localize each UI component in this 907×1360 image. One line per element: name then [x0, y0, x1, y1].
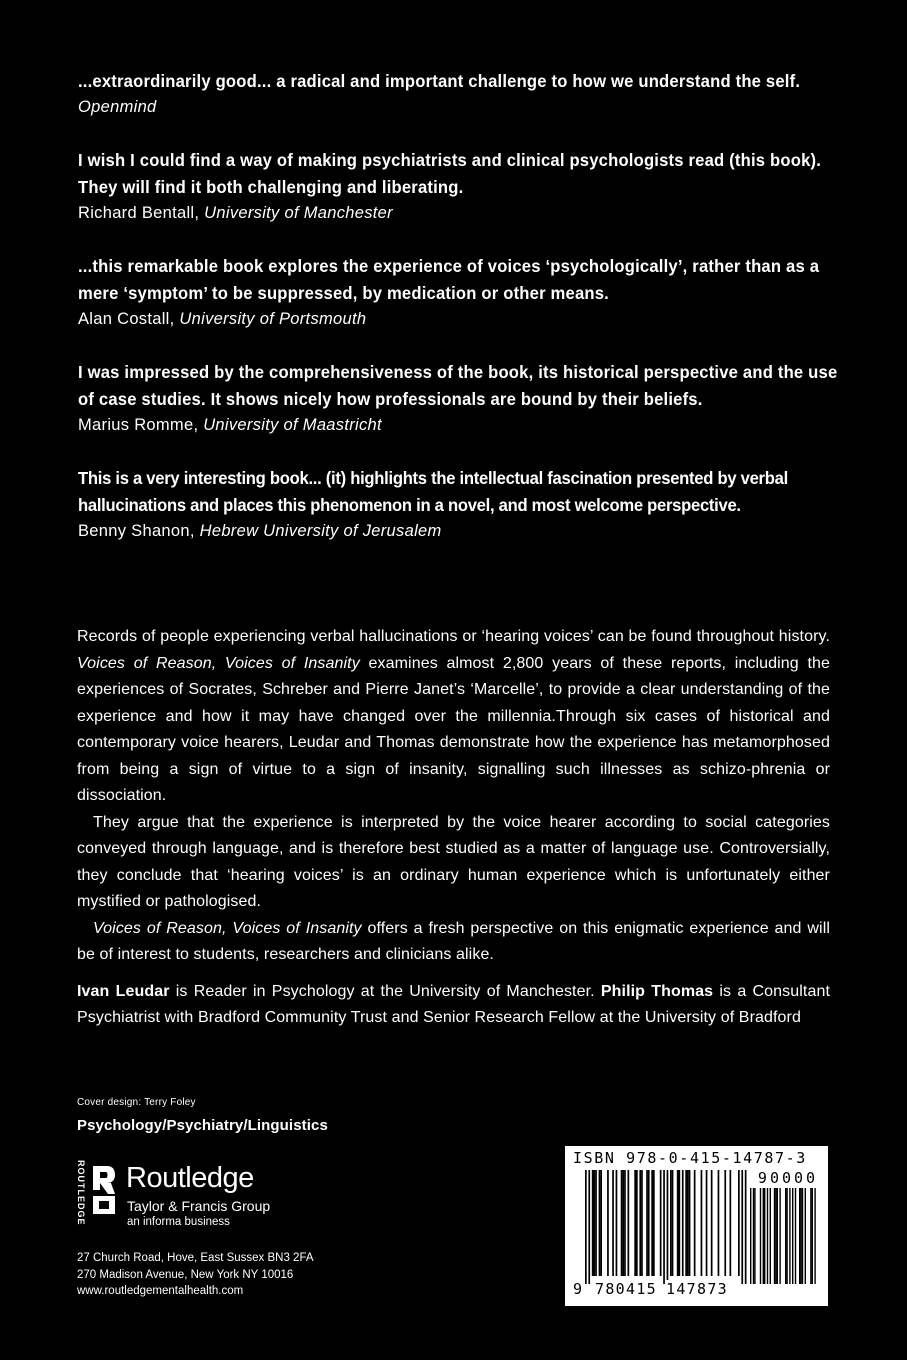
author-name: Ivan Leudar	[77, 982, 170, 1000]
addon-bar	[795, 1188, 796, 1284]
review-quote	[78, 253, 838, 331]
barcode-bar	[677, 1170, 679, 1276]
addon-bar	[750, 1188, 751, 1284]
addon-bar	[814, 1188, 815, 1284]
quote-attribution	[78, 307, 838, 331]
barcode-bar	[679, 1170, 681, 1276]
addon-bar	[760, 1188, 761, 1284]
description-paragraph	[77, 916, 830, 969]
addon-bar	[800, 1188, 801, 1284]
barcode-bar	[672, 1170, 674, 1276]
quote-institution: Hebrew University of Jerusalem	[199, 522, 442, 540]
address-line: 27 Church Road, Hove, East Sussex BN3 2FA	[77, 1252, 314, 1264]
addon-digits: 90000	[755, 1169, 821, 1187]
barcode-bar	[624, 1170, 626, 1276]
isbn-barcode	[565, 1146, 828, 1306]
quote-text: I wish I could find a way of making psychiatrists and clinical psychologists read (this book). They will find it both challenging and liberating.	[78, 150, 822, 197]
barcode-bar	[648, 1170, 650, 1276]
barcode-bar	[738, 1170, 740, 1276]
description-paragraph: They argue that the experience is interpreted by the voice hearer according to social categories conveyed through language, and is therefore best studied as a matter of language use. Controversially, they conclude that ‘hearing voices’ is an ordinary human experience which is unfortunately either mystified or pathologised.	[77, 813, 830, 910]
quote-text: This is a very interesting book... (it) highlights the intellectual fascination presented by verbal hallucinations and places this phenomenon in a novel, and most welcome perspective.	[78, 468, 788, 515]
ean-barcode-bars	[573, 1170, 748, 1284]
barcode-bar	[612, 1170, 614, 1276]
barcode-bar	[663, 1170, 665, 1284]
barcode-bar	[636, 1170, 638, 1276]
addon-bar	[777, 1188, 778, 1284]
quote-institution: University of Portsmouth	[179, 310, 367, 328]
author-bio	[77, 979, 830, 1032]
barcode-bar	[622, 1170, 624, 1276]
barcode-first-digit: 9	[573, 1280, 584, 1298]
addon-bar	[805, 1188, 806, 1284]
barcode-bar	[660, 1170, 662, 1276]
addon-bar	[770, 1188, 771, 1284]
addon-bar	[792, 1188, 793, 1284]
review-quote	[78, 359, 838, 437]
barcode-bar	[667, 1170, 669, 1284]
addon-bar	[802, 1188, 803, 1284]
address-line: www.routledgementalhealth.com	[77, 1285, 244, 1297]
description-text: examines almost 2,800 years of these reports, including the experiences of Socrates, Schreber and Pierre Janet’s ‘Marcelle’, to provide a clear understanding of the experience and how it may have changed over the millennia.Through six cases of historical and contemporary voice hearers, Leudar and Thomas demonstrate how the experience has metamorphosed from being a sign of virtue to a sign of insanity, signalling such illnesses as schizo-phrenia or dissociation.	[77, 654, 831, 804]
barcode-bar	[639, 1170, 641, 1276]
description-paragraph	[77, 624, 830, 810]
addon-bar	[774, 1188, 775, 1284]
addon-bar	[789, 1188, 790, 1284]
barcode-left-digits: 780415	[595, 1280, 657, 1298]
subject-category: Psychology/Psychiatry/Linguistics	[77, 1117, 328, 1134]
barcode-bar	[741, 1170, 743, 1284]
isbn-label: ISBN 978-0-415-14787-3	[573, 1149, 807, 1167]
barcode-bar	[730, 1170, 732, 1276]
description-text: offers a fresh perspective on this enigmatic experience and will be of interest to students, researchers and clinicians alike.	[77, 919, 831, 963]
address-line: 270 Madison Avenue, New York NY 10016	[77, 1268, 294, 1281]
review-quote	[78, 465, 838, 543]
addon-bar	[754, 1188, 755, 1284]
author-bio-text: is Reader in Psychology at the University of Manchester.	[169, 982, 601, 1000]
book-title: Voices of Reason, Voices of Insanity	[93, 919, 362, 937]
barcode-bar	[646, 1170, 648, 1276]
barcode-bar	[607, 1170, 609, 1276]
barcode-bar	[588, 1170, 590, 1284]
logo-vertical-wordmark	[74, 1162, 88, 1224]
barcode-bar	[599, 1170, 601, 1276]
quote-attribution	[78, 413, 838, 437]
addon-bar	[785, 1188, 786, 1284]
barcode-bar	[711, 1170, 713, 1276]
barcode-bar	[718, 1170, 720, 1276]
barcode-bar	[651, 1170, 653, 1276]
review-quotes	[78, 68, 838, 571]
barcode-bar	[685, 1170, 687, 1276]
publisher-group: Taylor & Francis Group	[127, 1198, 271, 1214]
quote-institution: University of Maastricht	[203, 416, 382, 434]
quote-institution: University of Manchester	[204, 204, 393, 222]
book-title: Voices of Reason, Voices of Insanity	[77, 654, 360, 672]
addon-bar	[775, 1188, 776, 1284]
barcode-bar	[694, 1170, 696, 1276]
addon-bar	[812, 1188, 813, 1284]
barcode-bar	[585, 1170, 587, 1284]
barcode-bar	[745, 1170, 747, 1284]
barcode-bar	[616, 1170, 618, 1276]
addon-bar	[810, 1188, 811, 1284]
barcode-bar	[628, 1170, 630, 1276]
quote-text: ...this remarkable book explores the experience of voices ‘psychologically’, rather than as a mere ‘symptom’ to be suppressed, by medication or other means.	[78, 256, 820, 303]
barcode-bar	[600, 1170, 602, 1276]
book-description	[77, 624, 830, 1032]
publisher-logo	[74, 1162, 304, 1228]
review-quote	[78, 68, 838, 119]
barcode-bar	[621, 1170, 623, 1276]
quote-institution: Openmind	[78, 98, 157, 116]
quote-text: ...extraordinarily good... a radical and important challenge to how we understand the self.	[78, 71, 801, 91]
publisher-tagline: an informa business	[127, 1216, 230, 1228]
logo-vertical-text: ROUTLEDGE	[76, 1160, 86, 1226]
quote-source: Marius Romme,	[78, 416, 204, 434]
addon-bar	[764, 1188, 765, 1284]
addon-bar	[799, 1188, 800, 1284]
publisher-name: Routledge	[126, 1162, 254, 1194]
quote-text: I was impressed by the comprehensiveness of the book, its historical perspective and the use of case studies. It shows nicely how professionals are bound by their beliefs.	[78, 362, 838, 409]
barcode-bar	[634, 1170, 636, 1276]
barcode-bar	[687, 1170, 689, 1276]
publisher-address	[77, 1250, 314, 1300]
barcode-bar	[641, 1170, 643, 1276]
cover-design-credit: Cover design: Terry Foley	[77, 1097, 196, 1108]
barcode-bar	[670, 1170, 672, 1276]
barcode-bar	[595, 1170, 597, 1276]
quote-source: Benny Shanon,	[78, 522, 200, 540]
addon-bar	[786, 1188, 787, 1284]
addon-bar	[763, 1188, 764, 1284]
quote-attribution	[78, 201, 838, 225]
description-text: Records of people experiencing verbal hallucinations or ‘hearing voices’ can be found throughout history.	[77, 628, 830, 645]
routledge-r-icon	[91, 1164, 117, 1216]
barcode-right-digits: 147873	[666, 1280, 728, 1298]
quote-source: Alan Costall,	[78, 310, 180, 328]
review-quote	[78, 147, 838, 225]
author-name: Philip Thomas	[600, 982, 714, 1000]
quote-source: Richard Bentall,	[78, 204, 205, 222]
quote-attribution	[78, 95, 838, 119]
quote-attribution	[78, 519, 838, 543]
barcode-bar	[592, 1170, 594, 1276]
addon-barcode-bars	[748, 1170, 823, 1284]
author-bio-text: is a Consultant Psychiatrist with Bradford Community Trust and Senior Research Fellow at the University of Bradford	[77, 982, 830, 1026]
barcode-bar	[653, 1170, 655, 1276]
barcode-bar	[594, 1170, 596, 1276]
addon-bar	[753, 1188, 754, 1284]
barcode-bar	[689, 1170, 691, 1276]
barcode-bar	[701, 1170, 703, 1276]
barcode-bar	[682, 1170, 684, 1276]
addon-bar	[779, 1188, 780, 1284]
addon-bar	[767, 1188, 768, 1284]
barcode-bar	[706, 1170, 708, 1276]
barcode-bar	[724, 1170, 726, 1276]
